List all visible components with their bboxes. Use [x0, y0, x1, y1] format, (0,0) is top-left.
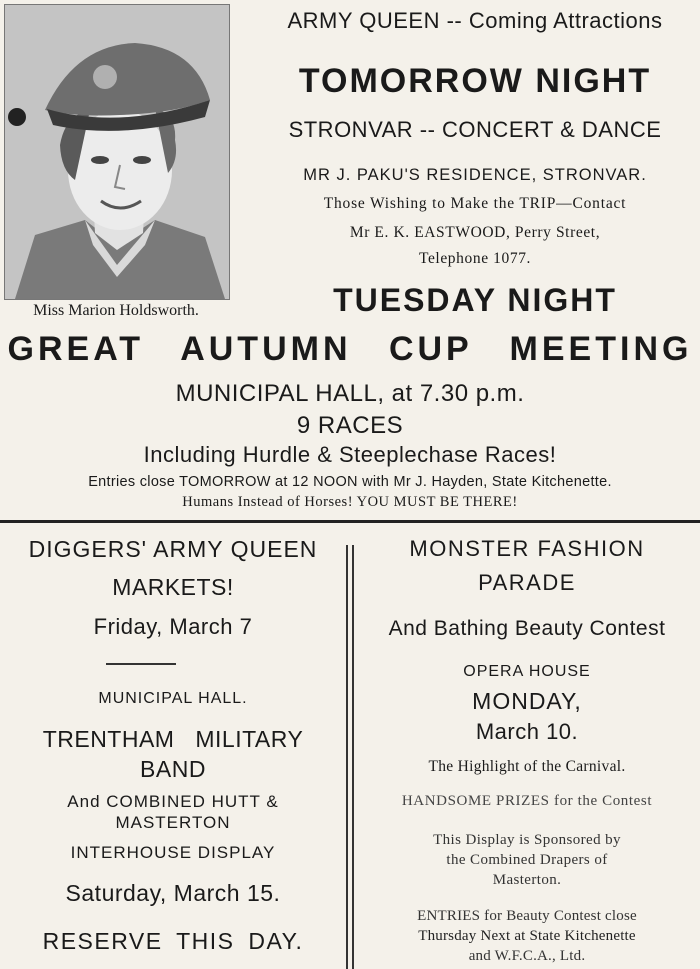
saturday-date: Saturday, March 15.: [65, 880, 281, 906]
contest-entries-line2: Thursday Next at State Kitchenette: [418, 928, 636, 944]
carnival-highlight: The Highlight of the Carnival.: [428, 758, 626, 775]
photo-caption: Miss Marion Holdsworth.: [33, 302, 199, 319]
fashion-day: MONDAY,: [472, 688, 582, 714]
column-divider-left: [346, 545, 348, 969]
horizontal-divider: [0, 520, 700, 523]
trip-contact-line: Those Wishing to Make the TRIP—Contact: [323, 195, 627, 212]
eastwood-contact: Mr E. K. EASTWOOD, Perry Street,: [349, 224, 601, 241]
fashion-date: March 10.: [475, 719, 579, 744]
fashion-title-line2: PARADE: [478, 570, 576, 595]
markets-title-line2: MARKETS!: [112, 574, 234, 600]
markets-venue: MUNICIPAL HALL.: [98, 690, 248, 707]
hurdle-steeplechase: Including Hurdle & Steeplechase Races!: [143, 442, 557, 467]
short-divider: [106, 663, 176, 665]
contest-entries-line3: and W.F.C.A., Ltd.: [468, 948, 586, 964]
combined-line2: MASTERTON: [115, 813, 231, 832]
sponsor-line3: Masterton.: [492, 872, 562, 888]
stronvar-event: STRONVAR -- CONCERT & DANCE: [288, 117, 662, 142]
portrait-illustration: [5, 5, 229, 299]
sponsor-line1: This Display is Sponsored by: [433, 832, 621, 848]
band-line2: BAND: [140, 756, 206, 782]
tomorrow-night-heading: TOMORROW NIGHT: [298, 62, 652, 100]
reserve-this-day: RESERVE THIS DAY.: [42, 928, 304, 954]
band-line1: TRENTHAM MILITARY: [42, 726, 304, 752]
sponsor-line2: the Combined Drapers of: [446, 852, 608, 868]
contest-entries-line1: ENTRIES for Beauty Contest close: [417, 908, 637, 924]
race-count: 9 RACES: [296, 412, 404, 439]
opera-house: OPERA HOUSE: [463, 663, 591, 680]
telephone-number: Telephone 1077.: [418, 250, 532, 267]
portrait-photo: [4, 4, 230, 300]
tuesday-night-heading: TUESDAY NIGHT: [333, 282, 617, 318]
paku-residence: MR J. PAKU'S RESIDENCE, STRONVAR.: [303, 166, 647, 184]
handsome-prizes: HANDSOME PRIZES for the Contest: [401, 793, 653, 809]
fashion-title-line1: MONSTER FASHION: [409, 536, 645, 561]
markets-date: Friday, March 7: [93, 614, 253, 639]
cup-meeting-title: GREAT AUTUMN CUP MEETING: [7, 330, 693, 368]
entries-close: Entries close TOMORROW at 12 NOON with Mr J. Hayden, State Kitchenette.: [88, 474, 612, 490]
army-queen-header: ARMY QUEEN -- Coming Attractions: [287, 8, 663, 33]
cup-meeting-venue: MUNICIPAL HALL, at 7.30 p.m.: [175, 380, 525, 407]
interhouse-display: INTERHOUSE DISPLAY: [70, 843, 276, 862]
combined-line1: And COMBINED HUTT &: [67, 792, 279, 811]
column-divider-right: [352, 545, 354, 969]
markets-title-line1: DIGGERS' ARMY QUEEN: [28, 536, 318, 562]
bathing-beauty-contest: And Bathing Beauty Contest: [388, 617, 666, 640]
humans-tagline: Humans Instead of Horses! YOU MUST BE THERE!: [182, 494, 518, 510]
